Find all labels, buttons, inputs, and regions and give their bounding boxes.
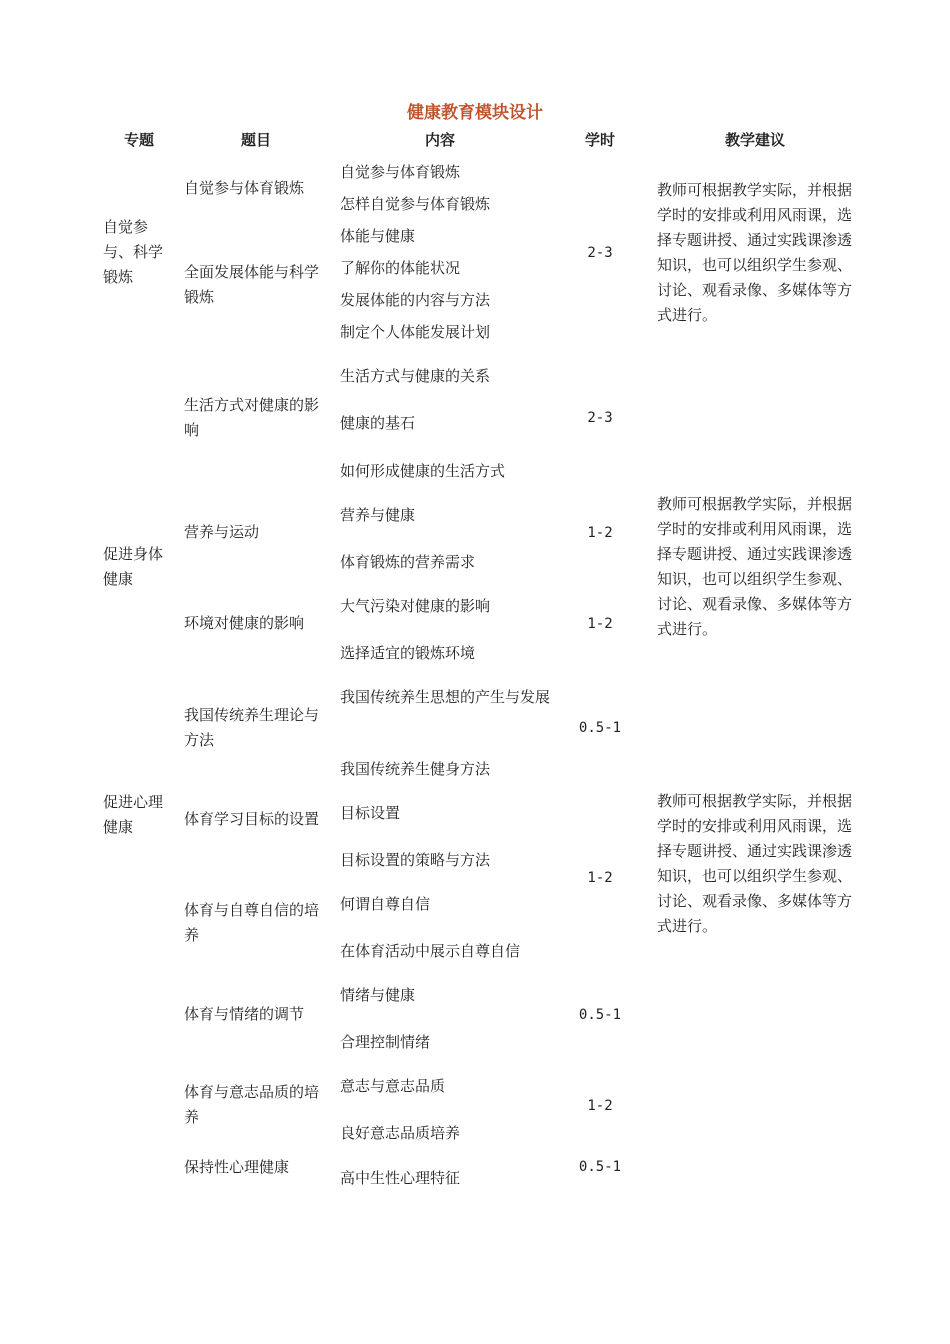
content-cell: 选择适宜的锻炼环境 bbox=[340, 644, 476, 662]
hours-cell: 2-3 bbox=[587, 410, 613, 426]
subject-cell: 体育与自尊自信的培养 bbox=[184, 901, 320, 944]
content-cell: 意志与意志品质 bbox=[340, 1077, 446, 1095]
subject-cell: 体育学习目标的设置 bbox=[184, 810, 320, 828]
hours-cell: 2-3 bbox=[587, 245, 613, 261]
header-hours: 学时 bbox=[584, 131, 615, 149]
content-cell: 合理控制情绪 bbox=[340, 1033, 431, 1051]
header-subject: 题目 bbox=[240, 131, 271, 149]
subject-cell: 营养与运动 bbox=[184, 523, 260, 541]
suggestion-cell: 教师可根据教学实际，并根据学时的安排或利用风雨课，选择专题讲授、通过实践课渗透知识，也可以组织学生参观、讨论、观看录像、多媒体等方式进行。 bbox=[657, 495, 853, 638]
content-cell: 发展体能的内容与方法 bbox=[340, 291, 491, 309]
content-cell: 体育锻炼的营养需求 bbox=[340, 553, 476, 571]
subject-cell: 保持性心理健康 bbox=[184, 1158, 290, 1176]
content-cell: 目标设置的策略与方法 bbox=[340, 851, 491, 869]
content-cell: 生活方式与健康的关系 bbox=[340, 367, 491, 385]
content-cell: 在体育活动中展示自尊自信 bbox=[340, 942, 521, 960]
header-content: 内容 bbox=[424, 131, 455, 149]
content-cell: 自觉参与体育锻炼 bbox=[340, 163, 461, 181]
content-cell: 我国传统养生思想的产生与发展 bbox=[340, 688, 551, 706]
subject-cell: 体育与意志品质的培养 bbox=[184, 1083, 320, 1126]
hours-cell: 0.5-1 bbox=[578, 720, 622, 736]
subject-cell: 环境对健康的影响 bbox=[184, 614, 305, 632]
hours-cell: 0.5-1 bbox=[578, 1159, 622, 1175]
content-cell: 制定个人体能发展计划 bbox=[340, 323, 491, 341]
suggestion-cell: 教师可根据教学实际，并根据学时的安排或利用风雨课，选择专题讲授、通过实践课渗透知识，也可以组织学生参观、讨论、观看录像、多媒体等方式进行。 bbox=[657, 792, 853, 935]
suggestion-cell: 教师可根据教学实际，并根据学时的安排或利用风雨课，选择专题讲授、通过实践课渗透知识，也可以组织学生参观、讨论、观看录像、多媒体等方式进行。 bbox=[657, 181, 853, 324]
topic-cell: 促进心理健康 bbox=[103, 793, 164, 836]
subject-cell: 自觉参与体育锻炼 bbox=[184, 179, 305, 197]
hours-cell: 1-2 bbox=[587, 616, 613, 632]
header-topic: 专题 bbox=[123, 131, 154, 149]
content-cell: 情绪与健康 bbox=[340, 986, 416, 1004]
content-cell: 体能与健康 bbox=[340, 227, 416, 245]
content-cell: 营养与健康 bbox=[340, 506, 416, 524]
subject-cell: 我国传统养生理论与方法 bbox=[184, 706, 320, 749]
content-cell: 我国传统养生健身方法 bbox=[340, 760, 491, 778]
content-cell: 如何形成健康的生活方式 bbox=[340, 462, 506, 480]
content-cell: 大气污染对健康的影响 bbox=[340, 597, 491, 615]
hours-cell: 1-2 bbox=[587, 525, 613, 541]
hours-cell: 1-2 bbox=[587, 870, 613, 886]
content-cell: 了解你的体能状况 bbox=[340, 259, 461, 277]
page-title: 健康教育模块设计 bbox=[407, 103, 543, 123]
hours-cell: 0.5-1 bbox=[578, 1007, 622, 1023]
subject-cell: 体育与情绪的调节 bbox=[184, 1005, 305, 1023]
topic-cell: 自觉参与、科学锻炼 bbox=[103, 218, 164, 286]
header-suggestion: 教学建议 bbox=[724, 131, 785, 149]
content-cell: 何谓自尊自信 bbox=[340, 895, 431, 913]
content-cell: 目标设置 bbox=[340, 804, 401, 822]
subject-cell: 生活方式对健康的影响 bbox=[184, 396, 320, 439]
content-cell: 良好意志品质培养 bbox=[340, 1124, 461, 1142]
topic-cell: 促进身体健康 bbox=[103, 545, 164, 588]
content-cell: 高中生性心理特征 bbox=[340, 1169, 461, 1187]
hours-cell: 1-2 bbox=[587, 1098, 613, 1114]
content-cell: 健康的基石 bbox=[340, 414, 416, 432]
subject-cell: 全面发展体能与科学锻炼 bbox=[184, 263, 320, 306]
content-cell: 怎样自觉参与体育锻炼 bbox=[340, 195, 491, 213]
